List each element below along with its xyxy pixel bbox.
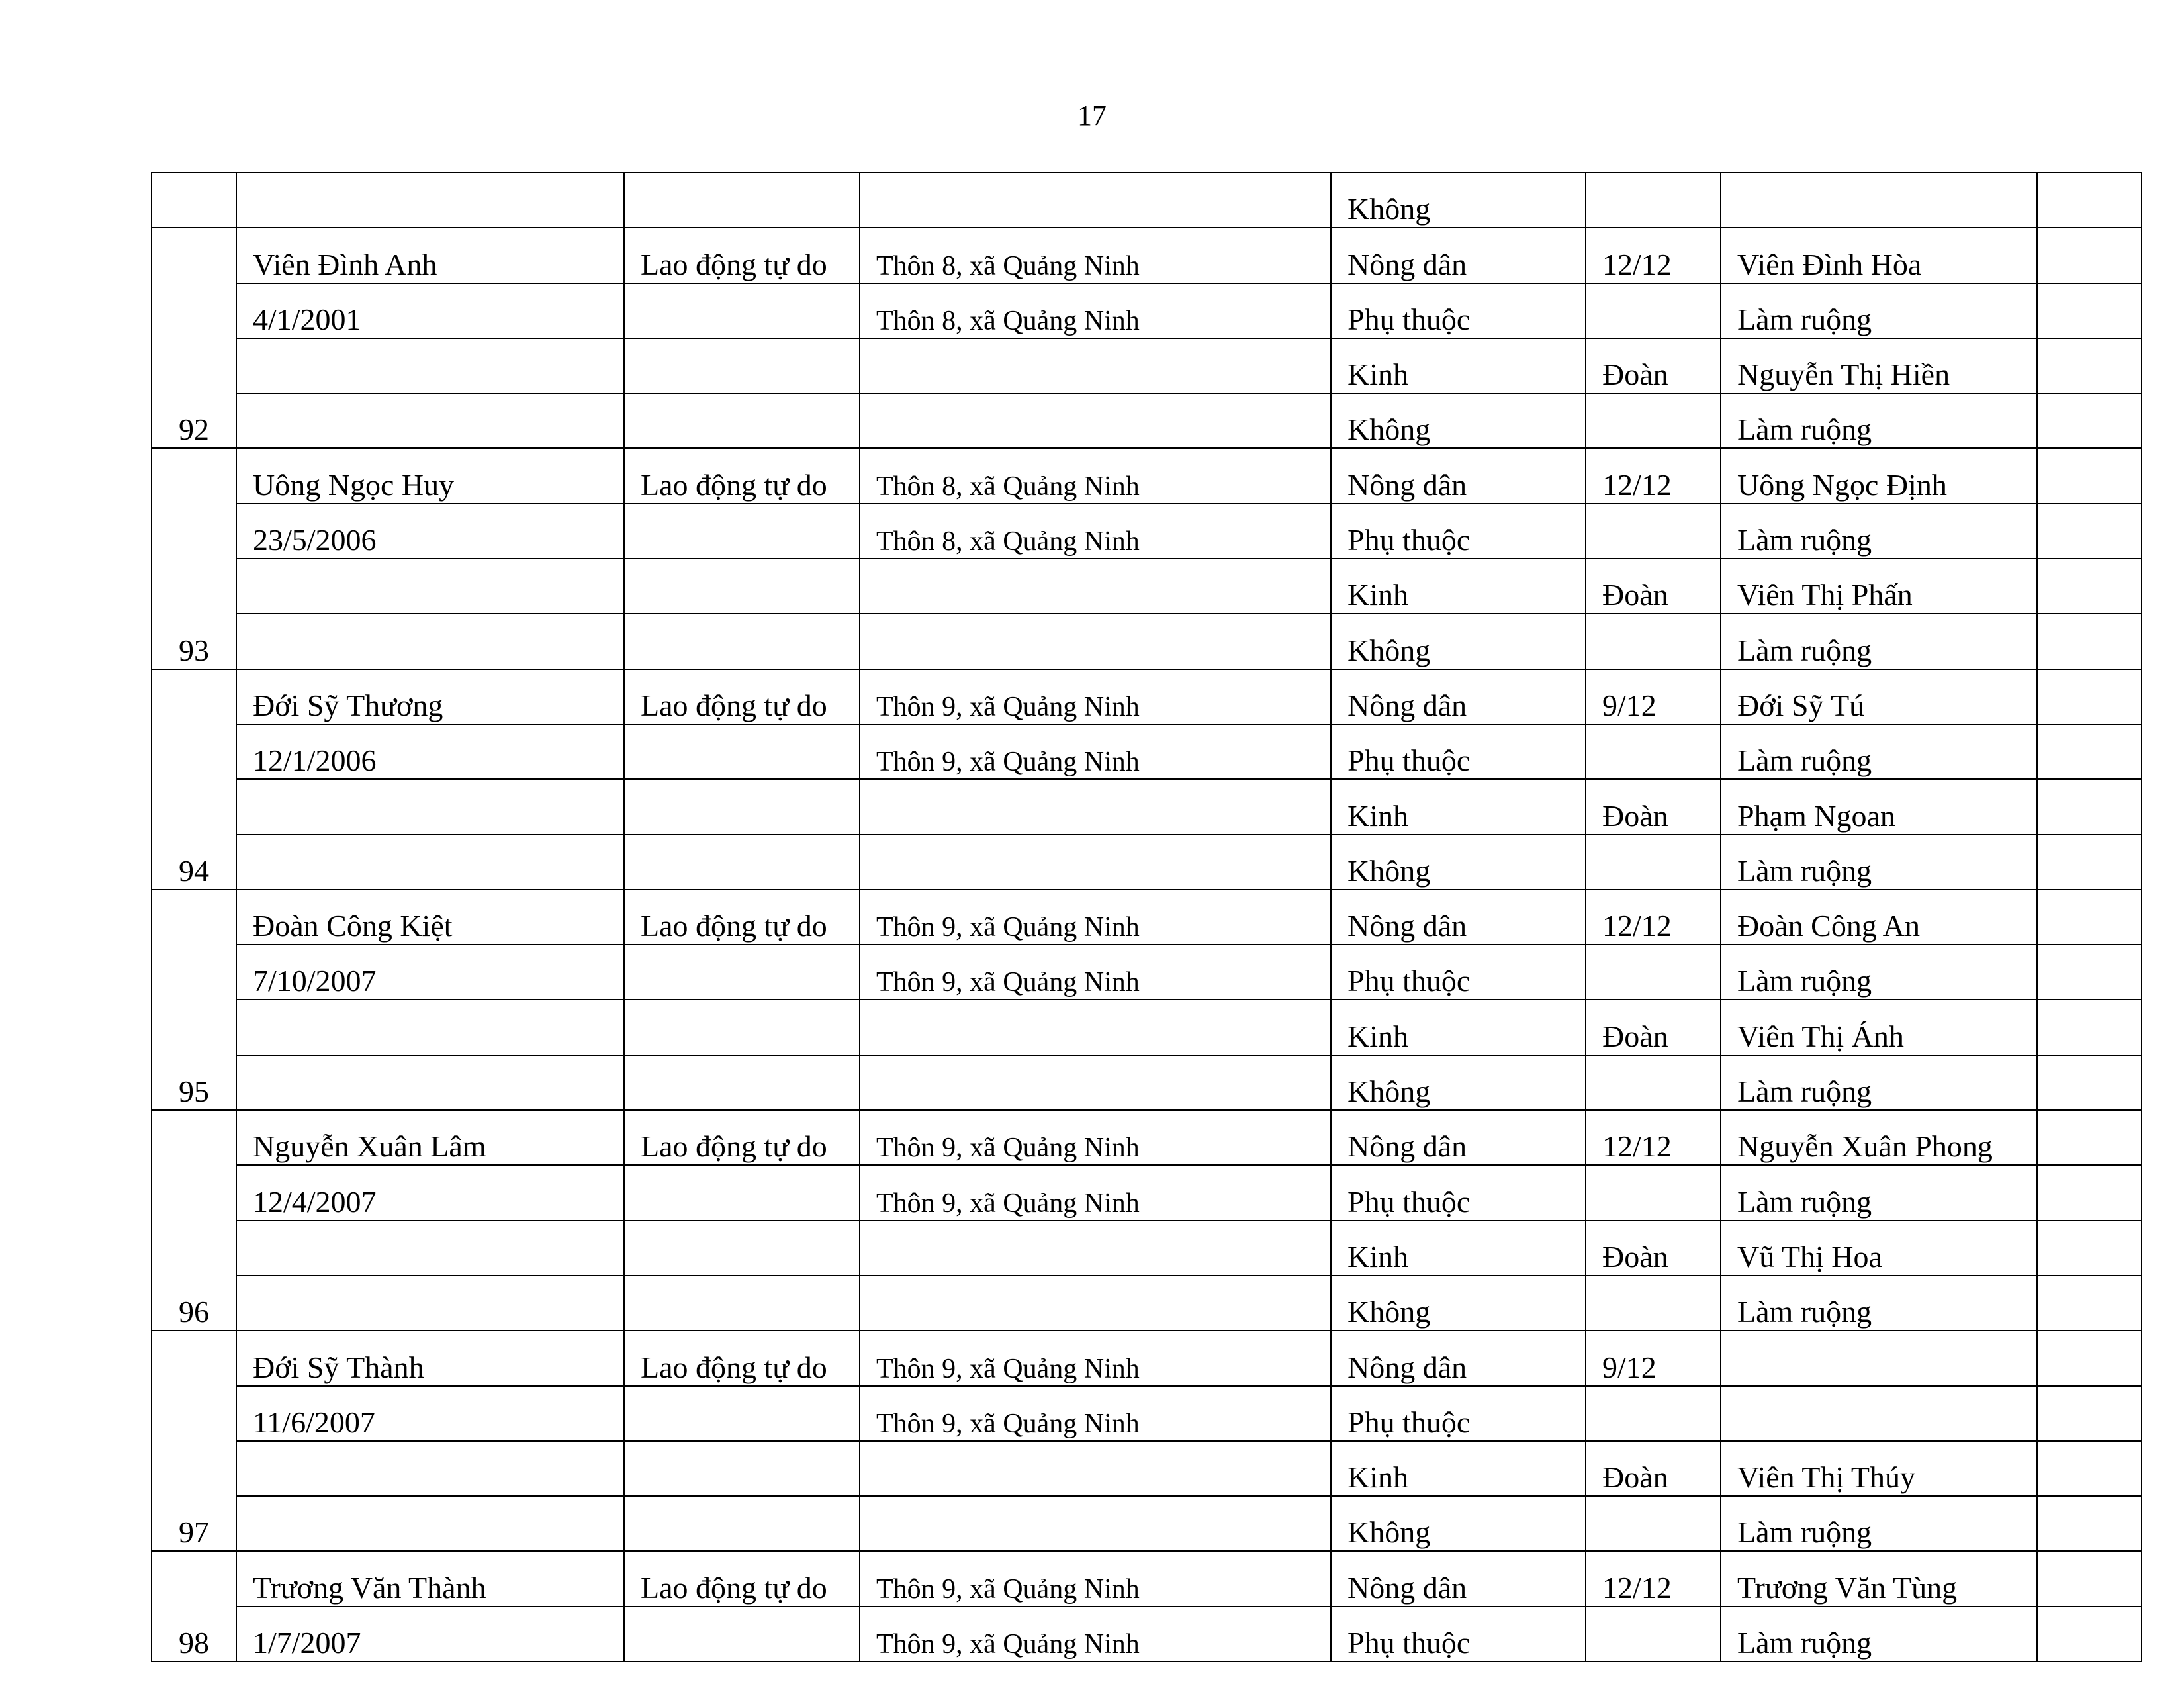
occupation-cell: [624, 1000, 860, 1055]
address-cell: Thôn 9, xã Quảng Ninh: [860, 1110, 1331, 1165]
table-row: [152, 1331, 2142, 1385]
occupation-cell: [624, 945, 860, 1000]
name-cell: Đới Sỹ Thành: [236, 1331, 624, 1385]
class-cell: Phụ thuộc: [1331, 1386, 1586, 1441]
occupation-cell: [624, 1276, 860, 1331]
address-cell: [860, 393, 1331, 448]
notes-cell: [2037, 228, 2142, 283]
address-cell: Thôn 9, xã Quảng Ninh: [860, 1386, 1331, 1441]
occupation-cell: Lao động tự do: [624, 1331, 860, 1385]
education-cell: [1586, 1055, 1721, 1110]
table-row: [152, 779, 2142, 834]
table-row: [152, 559, 2142, 614]
class-cell: Phụ thuộc: [1331, 283, 1586, 338]
table-row: [152, 945, 2142, 1000]
address-cell: [860, 1441, 1331, 1496]
address-cell: Thôn 9, xã Quảng Ninh: [860, 1165, 1331, 1220]
ethnic-cell: Kinh: [1331, 1000, 1586, 1055]
education-cell: 12/12: [1586, 448, 1721, 503]
table-row: [152, 1496, 2142, 1551]
notes-cell: [2037, 1607, 2142, 1662]
table-row: [152, 724, 2142, 779]
education-cell: [1586, 1496, 1721, 1551]
occupation-cell: [624, 779, 860, 834]
occupation-cell: [624, 1386, 860, 1441]
table-row: [152, 614, 2142, 669]
parent-cell: Làm ruộng: [1721, 724, 2037, 779]
notes-cell: [2037, 1165, 2142, 1220]
education-cell: [1586, 945, 1721, 1000]
dob-cell: 7/10/2007: [236, 945, 624, 1000]
occupation-cell: [624, 835, 860, 890]
class-cell: Phụ thuộc: [1331, 945, 1586, 1000]
dob-cell: 4/1/2001: [236, 283, 624, 338]
address-cell: Thôn 9, xã Quảng Ninh: [860, 890, 1331, 945]
religion-cell: Không: [1331, 614, 1586, 669]
stt-cell: 96: [152, 1110, 236, 1331]
union-cell: Đoàn: [1586, 1441, 1721, 1496]
name-cell: [236, 835, 624, 890]
address-cell: Thôn 9, xã Quảng Ninh: [860, 1607, 1331, 1662]
address-cell: [860, 338, 1331, 393]
name-cell: Đới Sỹ Thương: [236, 669, 624, 724]
parent-cell: Làm ruộng: [1721, 393, 2037, 448]
education-cell: [1586, 1165, 1721, 1220]
parent-cell: Làm ruộng: [1721, 1055, 2037, 1110]
parent-cell: Làm ruộng: [1721, 1496, 2037, 1551]
address-cell: Thôn 9, xã Quảng Ninh: [860, 724, 1331, 779]
class-cell: Phụ thuộc: [1331, 504, 1586, 559]
table-row: [152, 228, 2142, 283]
table-row: [152, 173, 2142, 228]
occupation-cell: [624, 1607, 860, 1662]
name-cell: [236, 338, 624, 393]
occupation-cell: [624, 724, 860, 779]
address-cell: Thôn 9, xã Quảng Ninh: [860, 945, 1331, 1000]
education-cell: [1586, 1607, 1721, 1662]
table-row: [152, 1055, 2142, 1110]
table-row: [152, 890, 2142, 945]
education-cell: [1586, 1386, 1721, 1441]
table-row: [152, 835, 2142, 890]
notes-cell: [2037, 835, 2142, 890]
union-cell: Đoàn: [1586, 1221, 1721, 1276]
address-cell: [860, 1221, 1331, 1276]
table-row: [152, 1110, 2142, 1165]
education-cell: 9/12: [1586, 1331, 1721, 1385]
dob-cell: 12/1/2006: [236, 724, 624, 779]
religion-cell: Không: [1331, 1276, 1586, 1331]
notes-cell: [2037, 1000, 2142, 1055]
notes-cell: [2037, 1551, 2142, 1606]
address-cell: Thôn 9, xã Quảng Ninh: [860, 1551, 1331, 1606]
class-cell: Nông dân: [1331, 1551, 1586, 1606]
table-row: [152, 283, 2142, 338]
parent-cell: Làm ruộng: [1721, 1276, 2037, 1331]
parent-cell: Viên Thị Thúy: [1721, 1441, 2037, 1496]
address-cell: [860, 559, 1331, 614]
parent-cell: [1721, 1331, 2037, 1385]
occupation-cell: [624, 393, 860, 448]
stt-cell: [152, 173, 236, 228]
citizen-register-table: [151, 172, 2142, 1662]
occupation-cell: [624, 559, 860, 614]
occupation-cell: [624, 173, 860, 228]
notes-cell: [2037, 393, 2142, 448]
education-cell: [1586, 835, 1721, 890]
parent-cell: Làm ruộng: [1721, 945, 2037, 1000]
table-row: [152, 393, 2142, 448]
page-number: 17: [1077, 99, 1107, 132]
parent-cell: Làm ruộng: [1721, 283, 2037, 338]
name-cell: Đoàn Công Kiệt: [236, 890, 624, 945]
class-cell: Nông dân: [1331, 448, 1586, 503]
occupation-cell: [624, 1441, 860, 1496]
occupation-cell: Lao động tự do: [624, 228, 860, 283]
notes-cell: [2037, 724, 2142, 779]
notes-cell: [2037, 1496, 2142, 1551]
notes-cell: [2037, 448, 2142, 503]
occupation-cell: Lao động tự do: [624, 1110, 860, 1165]
name-cell: [236, 1276, 624, 1331]
notes-cell: [2037, 669, 2142, 724]
occupation-cell: [624, 1055, 860, 1110]
notes-cell: [2037, 173, 2142, 228]
stt-cell: 93: [152, 448, 236, 669]
table-row: [152, 1165, 2142, 1220]
ethnic-cell: Kinh: [1331, 338, 1586, 393]
stt-cell: 94: [152, 669, 236, 890]
table-row: [152, 504, 2142, 559]
class-cell: Phụ thuộc: [1331, 1165, 1586, 1220]
name-cell: Trương Văn Thành: [236, 1551, 624, 1606]
notes-cell: [2037, 504, 2142, 559]
table-row: [152, 1607, 2142, 1662]
address-cell: [860, 1055, 1331, 1110]
address-cell: Thôn 9, xã Quảng Ninh: [860, 1331, 1331, 1385]
address-cell: [860, 173, 1331, 228]
dob-cell: 1/7/2007: [236, 1607, 624, 1662]
stt-cell: 97: [152, 1331, 236, 1551]
occupation-cell: [624, 1221, 860, 1276]
table-row: [152, 1386, 2142, 1441]
education-cell: 12/12: [1586, 1551, 1721, 1606]
notes-cell: [2037, 338, 2142, 393]
dob-cell: 23/5/2006: [236, 504, 624, 559]
notes-cell: [2037, 1110, 2142, 1165]
parent-cell: Trương Văn Tùng: [1721, 1551, 2037, 1606]
occupation-cell: [624, 614, 860, 669]
occupation-cell: [624, 504, 860, 559]
parent-cell: Nguyễn Thị Hiền: [1721, 338, 2037, 393]
parent-cell: Viên Thị Phấn: [1721, 559, 2037, 614]
ethnic-cell: Kinh: [1331, 1441, 1586, 1496]
parent-cell: [1721, 1386, 2037, 1441]
name-cell: [236, 559, 624, 614]
name-cell: [236, 393, 624, 448]
address-cell: [860, 1496, 1331, 1551]
name-cell: [236, 173, 624, 228]
table-row: [152, 1441, 2142, 1496]
union-cell: Đoàn: [1586, 779, 1721, 834]
religion-cell: Không: [1331, 393, 1586, 448]
class-cell: Phụ thuộc: [1331, 1607, 1586, 1662]
notes-cell: [2037, 614, 2142, 669]
name-cell: Nguyễn Xuân Lâm: [236, 1110, 624, 1165]
ethnic-cell: Kinh: [1331, 1221, 1586, 1276]
notes-cell: [2037, 1055, 2142, 1110]
parent-cell: Nguyễn Xuân Phong: [1721, 1110, 2037, 1165]
class-cell: Phụ thuộc: [1331, 724, 1586, 779]
parent-cell: Làm ruộng: [1721, 1165, 2037, 1220]
name-cell: [236, 1496, 624, 1551]
union-cell: Đoàn: [1586, 338, 1721, 393]
parent-cell: Đới Sỹ Tú: [1721, 669, 2037, 724]
class-cell: Nông dân: [1331, 890, 1586, 945]
education-cell: [1586, 724, 1721, 779]
address-cell: Thôn 8, xã Quảng Ninh: [860, 504, 1331, 559]
parent-cell: Làm ruộng: [1721, 614, 2037, 669]
name-cell: [236, 614, 624, 669]
ethnic-cell: Kinh: [1331, 779, 1586, 834]
notes-cell: [2037, 890, 2142, 945]
class-cell: Không: [1331, 173, 1586, 228]
religion-cell: Không: [1331, 835, 1586, 890]
education-cell: [1586, 504, 1721, 559]
ethnic-cell: Kinh: [1331, 559, 1586, 614]
notes-cell: [2037, 1221, 2142, 1276]
address-cell: Thôn 8, xã Quảng Ninh: [860, 228, 1331, 283]
parent-cell: Phạm Ngoan: [1721, 779, 2037, 834]
name-cell: Viên Đình Anh: [236, 228, 624, 283]
address-cell: [860, 614, 1331, 669]
parent-cell: Đoàn Công An: [1721, 890, 2037, 945]
parent-cell: Làm ruộng: [1721, 1607, 2037, 1662]
occupation-cell: [624, 1496, 860, 1551]
notes-cell: [2037, 1441, 2142, 1496]
class-cell: Nông dân: [1331, 228, 1586, 283]
occupation-cell: Lao động tự do: [624, 448, 860, 503]
notes-cell: [2037, 945, 2142, 1000]
notes-cell: [2037, 283, 2142, 338]
address-cell: [860, 1276, 1331, 1331]
union-cell: Đoàn: [1586, 559, 1721, 614]
table-row: [152, 669, 2142, 724]
occupation-cell: Lao động tự do: [624, 669, 860, 724]
dob-cell: 12/4/2007: [236, 1165, 624, 1220]
name-cell: Uông Ngọc Huy: [236, 448, 624, 503]
occupation-cell: [624, 338, 860, 393]
dob-cell: 11/6/2007: [236, 1386, 624, 1441]
name-cell: [236, 1000, 624, 1055]
name-cell: [236, 1055, 624, 1110]
table-row: [152, 1551, 2142, 1606]
stt-cell: 98: [152, 1551, 236, 1662]
address-cell: Thôn 9, xã Quảng Ninh: [860, 669, 1331, 724]
parent-cell: Vũ Thị Hoa: [1721, 1221, 2037, 1276]
religion-cell: Không: [1331, 1496, 1586, 1551]
parent-cell: Viên Thị Ánh: [1721, 1000, 2037, 1055]
class-cell: Nông dân: [1331, 669, 1586, 724]
address-cell: [860, 835, 1331, 890]
notes-cell: [2037, 559, 2142, 614]
parent-cell: Làm ruộng: [1721, 835, 2037, 890]
name-cell: [236, 1441, 624, 1496]
parent-cell: Viên Đình Hòa: [1721, 228, 2037, 283]
notes-cell: [2037, 1331, 2142, 1385]
notes-cell: [2037, 779, 2142, 834]
education-cell: 12/12: [1586, 1110, 1721, 1165]
table-row: [152, 1276, 2142, 1331]
education-cell: 12/12: [1586, 228, 1721, 283]
class-cell: Nông dân: [1331, 1331, 1586, 1385]
occupation-cell: [624, 283, 860, 338]
education-cell: [1586, 173, 1721, 228]
address-cell: [860, 779, 1331, 834]
union-cell: Đoàn: [1586, 1000, 1721, 1055]
parent-cell: Uông Ngọc Định: [1721, 448, 2037, 503]
table-row: [152, 338, 2142, 393]
parent-cell: Làm ruộng: [1721, 504, 2037, 559]
occupation-cell: Lao động tự do: [624, 1551, 860, 1606]
education-cell: [1586, 283, 1721, 338]
education-cell: 9/12: [1586, 669, 1721, 724]
education-cell: 12/12: [1586, 890, 1721, 945]
education-cell: [1586, 1276, 1721, 1331]
class-cell: Nông dân: [1331, 1110, 1586, 1165]
table-row: [152, 1221, 2142, 1276]
name-cell: [236, 1221, 624, 1276]
name-cell: [236, 779, 624, 834]
parent-cell: [1721, 173, 2037, 228]
address-cell: Thôn 8, xã Quảng Ninh: [860, 283, 1331, 338]
occupation-cell: Lao động tự do: [624, 890, 860, 945]
address-cell: [860, 1000, 1331, 1055]
education-cell: [1586, 393, 1721, 448]
table-row: [152, 448, 2142, 503]
stt-cell: 95: [152, 890, 236, 1110]
stt-cell: 92: [152, 228, 236, 448]
notes-cell: [2037, 1276, 2142, 1331]
occupation-cell: [624, 1165, 860, 1220]
address-cell: Thôn 8, xã Quảng Ninh: [860, 448, 1331, 503]
education-cell: [1586, 614, 1721, 669]
notes-cell: [2037, 1386, 2142, 1441]
table-row: [152, 1000, 2142, 1055]
religion-cell: Không: [1331, 1055, 1586, 1110]
